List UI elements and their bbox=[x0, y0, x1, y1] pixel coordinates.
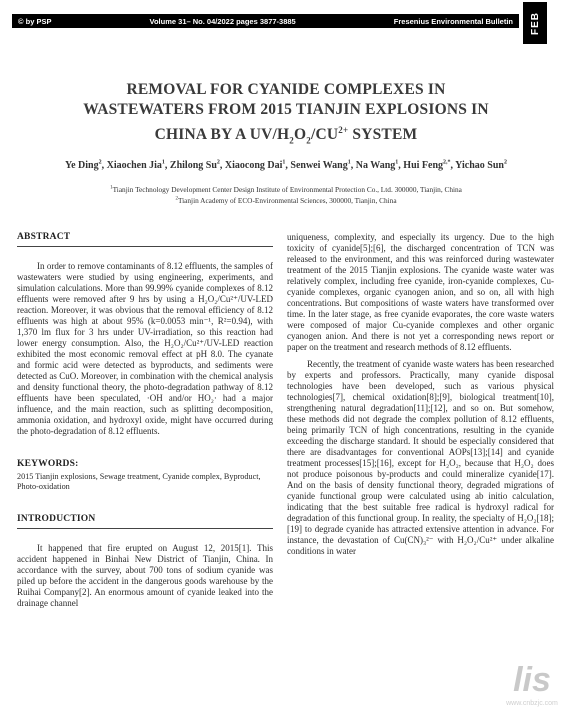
right-column bbox=[287, 232, 554, 557]
author-list bbox=[10, 160, 562, 171]
abstract-heading: ABSTRACT bbox=[17, 232, 71, 242]
author: Xiaochen Jia$^1$, bbox=[106, 160, 170, 172]
title-line-2: WASTEWATERS FROM 2015 TIANJIN EXPLOSIONS IN bbox=[83, 101, 489, 118]
affiliation-1: $^1$Tianjin Technology Development Center Design Institute of Environmental Protection Co., Ltd. 300000, Tianjin, China bbox=[110, 185, 462, 194]
section-rule bbox=[17, 528, 273, 529]
author: Na Wang$^1$, bbox=[355, 160, 404, 172]
title-line-3: CHINA BY A $UV/H_2O_2/CU^{2+}$ SYSTEM bbox=[154, 125, 418, 146]
title-line-1: REMOVAL FOR CYANIDE COMPLEXES IN bbox=[126, 81, 446, 98]
journal-badge-label: FEB bbox=[529, 11, 541, 35]
affiliation-2: $^2$Tianjin Academy of ECO-Environmental Sciences, 300000, Tianjin, China bbox=[175, 196, 397, 205]
section-rule bbox=[17, 246, 273, 247]
keywords-text: 2015 Tianjin explosions, Sewage treatment, Cyanide complex, Byproduct, Photo-oxidation bbox=[17, 472, 261, 491]
body-paragraph-2: Recently, the treatment of cyanide waste waters has been researched by experts and professors. Practically, many cyanide disposal technologies have been developed, such as various physical technologies[7], chemical oxidation[8];[9], biological treatment[10], strengthening natural degradation[11];[12], and so on. But somehow, these methods did not degrade the complex pollution of 8.12 effluents, being primarily TCN of high concentrations, resulting in the cyanide exceeding the discharge standard. It should be especially considered that there are disadvantages for conventional AOPs[13];[14] and cyanide treatment processes[15];[16], except for H₂O₂, because that H₂O₂ does not produce poisonous by-products and could mineralize cyanide[17]. And on the basis of density functional theory, degraded migrations of cyanide functional group were calculated using ab initio calculation, indicating that the best suitable free radical is hydroxyl radical for degradation of this functional group. In reality, the specialty of H₂O₂[18];[19] to degrade cyanide has attracted extensive attention in advance. For instance, the devastation of Cu(CN)₃²⁻ with H₂O₂/Cu²⁺ under alkaline conditions in water bbox=[287, 359, 554, 556]
author: Senwei Wang$^1$, bbox=[290, 160, 356, 172]
author: Zhilong Su$^2$, bbox=[169, 160, 225, 172]
introduction-heading: INTRODUCTION bbox=[17, 514, 96, 524]
introduction-text: It happened that fire erupted on August 12, 2015[1]. This accident happened in Binhai New District of Tianjin, China. In accordance with the survey, about 700 tons of sodium cyanide was piled up before the accident in the dangerous goods warehouse by the Ruihai Company[2]. An enormous amount of cyanide leaked into the drainage channel bbox=[17, 543, 273, 608]
watermark-url: www.cnbzjc.com bbox=[506, 700, 558, 707]
author: Xiaocong Dai$^1$, bbox=[224, 160, 291, 172]
copyright-text: © by PSP bbox=[18, 16, 52, 26]
journal-badge bbox=[523, 2, 547, 44]
left-column bbox=[17, 232, 273, 609]
paper-title bbox=[30, 80, 542, 150]
body-paragraph-1: uniqueness, complexity, and especially its urgency. Due to the high toxicity of cyanide[5];[6], the discharged concentration of TCN was released to the environment, and this was reinforced during wastewater treatment of the 2015 Tianjin explosions. The cyanide waste water was relatively complex, including free cyanide, iron-cyanide complexes, Cu-cyanide complexes, organic cyanogen anion, and so on, all with high concentrations. But compositions of waste waters have transformed over time. In the later stage, as free cyanide evaporates, the core waste waters were composed of major Cu-cyanide complexes and other organic cyanogen anion. And there is not yet a corresponding news report or paper on the treatment and research methods of 8.12 effluents. bbox=[287, 232, 554, 352]
site-watermark bbox=[498, 660, 566, 724]
journal-name: Fresenius Environmental Bulletin bbox=[393, 16, 513, 26]
abstract-text: In order to remove contaminants of 8.12 effluents, the samples of wastewaters were studied by using engineering, experiments, and simulation calculations. More than 99.99% cyanide complexes of 8.12 effluents were removed after 9 hrs by using a H₂O₂/Cu²⁺/UV-LED reaction. Moreover, it was obvious that the removal efficiency of 8.12 effluents was high at about 95% (k=0.0053 min⁻¹, R²=0.94), with 1,370 lm flux for 3 hrs under UV-irradiation, so this reaction had lower energy consumption. Also, the H₂O₂/Cu²⁺/UV-LED reaction exhibited the most economic removal effect at pH 8.0. The cyanate and formic acid were detected as byproducts, and sediments were detected as CuO. Moreover, in combination with the chemical analysis and density functional theory, the photo-degradation pathway of 8.12 effluents have been speculated, ·OH and/or HO₂· had a major influence, and the main reaction, such as splitting decomposition, ammonia oxidation, and hydroxyl oxide, might have occurred during the photo-degradation of 8.12 effluents. bbox=[17, 261, 273, 436]
keywords-heading: KEYWORDS: bbox=[17, 459, 79, 469]
watermark-logo: lis bbox=[513, 661, 551, 699]
author: Yichao Sun$^2$ bbox=[455, 160, 507, 172]
author: Ye Ding$^2$, bbox=[65, 160, 107, 172]
journal-header-bar bbox=[12, 14, 519, 28]
volume-info: Volume 31– No. 04/2022 pages 3877-3885 bbox=[149, 16, 296, 26]
author: Hui Feng$^{2,*}$, bbox=[403, 160, 456, 172]
